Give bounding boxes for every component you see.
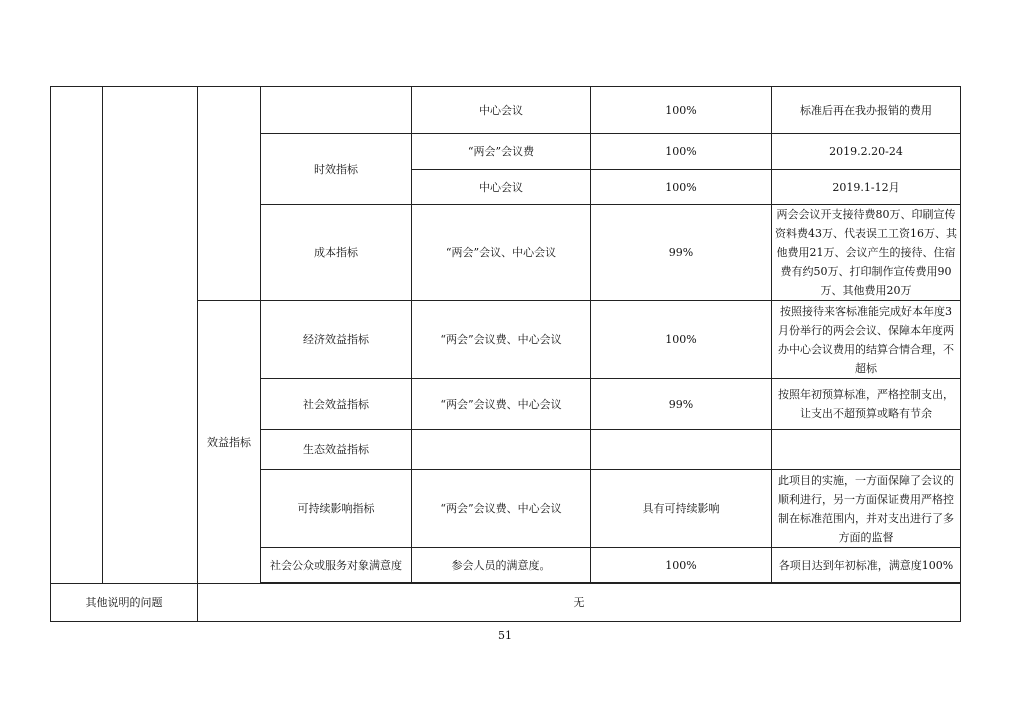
indicator-name: “两会”会议费、中心会议 — [412, 301, 591, 379]
indicator-note: 标准后再在我办报销的费用 — [772, 87, 961, 134]
indicator-value: 100% — [591, 301, 772, 379]
indicator-note: 按照年初预算标准，严格控制支出，让支出不超预算或略有节余 — [772, 379, 961, 430]
indicator-name: “两会”会议费、中心会议 — [412, 379, 591, 430]
table-row — [51, 87, 961, 134]
category-label: 社会公众或服务对象满意度 — [261, 548, 412, 583]
category-label: 生态效益指标 — [261, 430, 412, 470]
table-row — [51, 584, 961, 622]
indicator-note: 此项目的实施，一方面保障了会议的顺利进行，另一方面保证费用严格控制在标准范围内，并对支出进行了多方面的监督 — [772, 470, 961, 548]
indicator-value: 100% — [591, 134, 772, 170]
indicator-name: 中心会议 — [412, 170, 591, 205]
indicator-value: 100% — [591, 548, 772, 583]
blank-cell — [103, 87, 198, 584]
category-label: 时效指标 — [261, 134, 412, 205]
indicator-value: 100% — [591, 170, 772, 205]
performance-indicator-table — [50, 86, 961, 622]
blank-cell — [198, 87, 261, 301]
indicator-name: 中心会议 — [412, 87, 591, 134]
indicator-name: “两会”会议、中心会议 — [412, 205, 591, 301]
indicator-value — [591, 430, 772, 470]
category-label: 社会效益指标 — [261, 379, 412, 430]
indicator-name: 参会人员的满意度。 — [412, 548, 591, 583]
indicator-note — [772, 430, 961, 470]
category-label: 可持续影响指标 — [261, 470, 412, 548]
indicator-note: 2019.2.20-24 — [772, 134, 961, 170]
indicator-name: “两会”会议费 — [412, 134, 591, 170]
indicator-note: 按照接待来客标准能完成好本年度3月份举行的两会会议、保障本年度两办中心会议费用的结算合情合理，不超标 — [772, 301, 961, 379]
indicator-value: 100% — [591, 87, 772, 134]
indicator-note: 两会会议开支接待费80万、印刷宣传资料费43万、代表误工工资16万、其他费用21万、会议产生的接待、住宿费有约50万、打印制作宣传费用90万、其他费用20万 — [772, 205, 961, 301]
page-number: 51 — [498, 629, 512, 642]
category-label: 成本指标 — [261, 205, 412, 301]
indicator-name: “两会”会议费、中心会议 — [412, 470, 591, 548]
indicator-value: 99% — [591, 379, 772, 430]
other-issues-value: 无 — [198, 584, 961, 622]
blank-cell — [261, 87, 412, 134]
blank-cell — [51, 87, 103, 584]
other-issues-label: 其他说明的问题 — [51, 584, 198, 622]
indicator-name — [412, 430, 591, 470]
indicator-note: 2019.1-12月 — [772, 170, 961, 205]
category-label: 经济效益指标 — [261, 301, 412, 379]
benefit-group-label: 效益指标 — [198, 301, 261, 584]
indicator-note: 各项目达到年初标准，满意度100% — [772, 548, 961, 583]
indicator-value: 具有可持续影响 — [591, 470, 772, 548]
indicator-value: 99% — [591, 205, 772, 301]
